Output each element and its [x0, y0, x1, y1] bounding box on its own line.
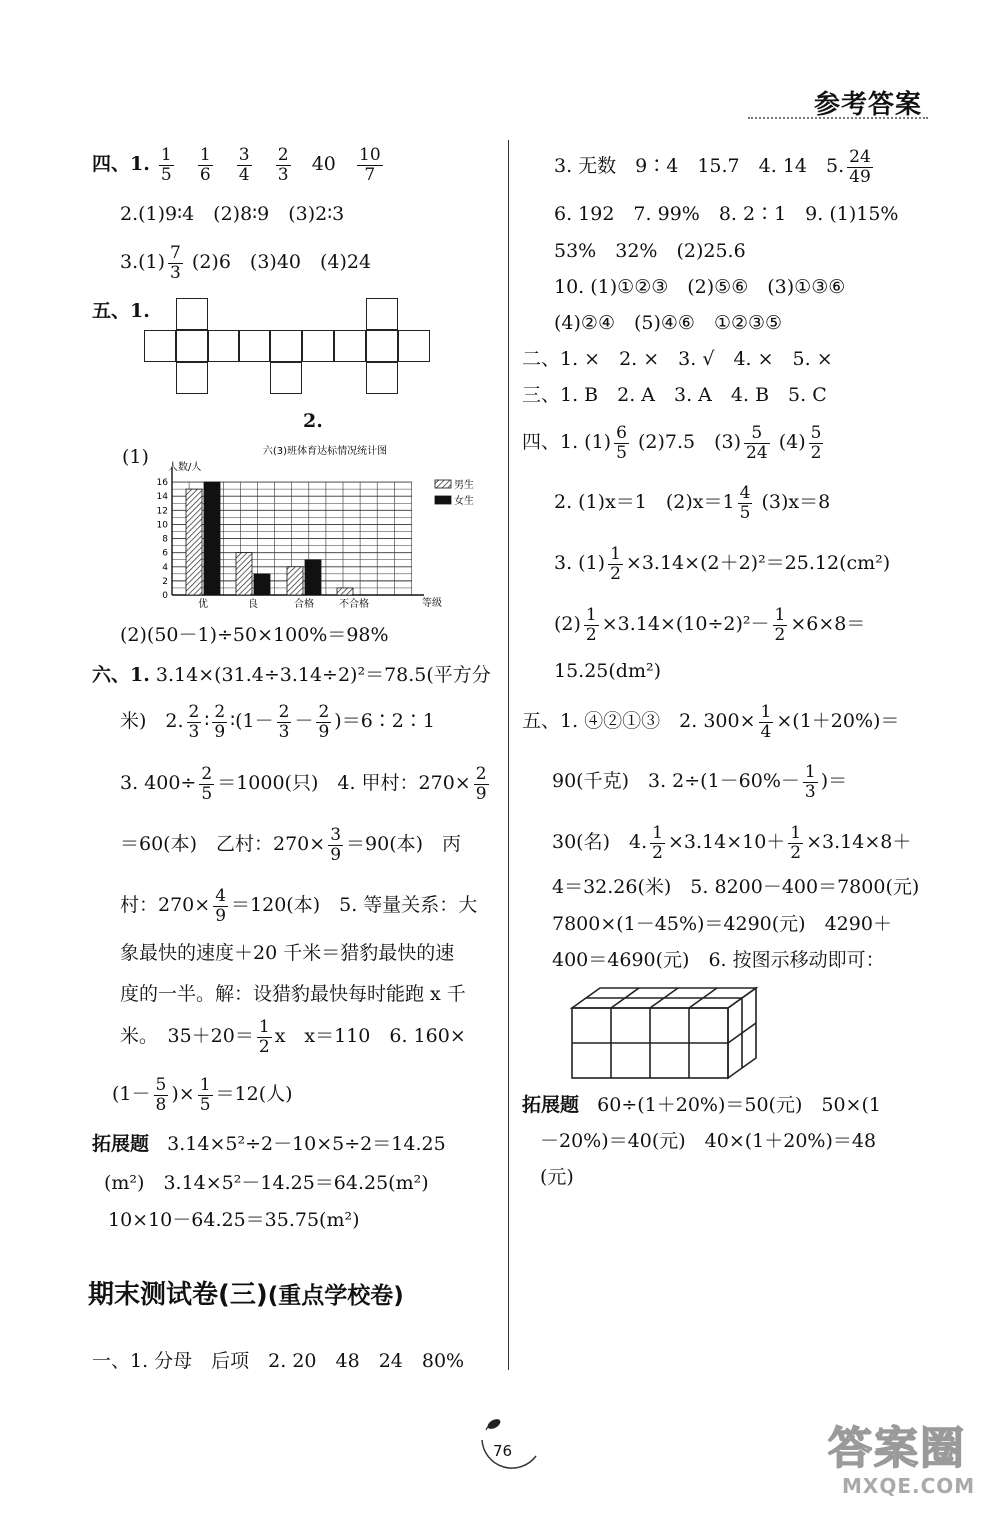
- chart-ylabel: 人数/人: [168, 462, 202, 473]
- x-tick-label: 不合格: [339, 599, 369, 610]
- answer-4-2: 2.(1)9∶4 (2)8∶9 (3)2∶3: [120, 203, 345, 225]
- bar-boys-3: [337, 588, 353, 595]
- bar-chart: [150, 440, 490, 610]
- answer-r-sec5-6: 400＝4690(元) 6. 按图示移动即可：: [552, 949, 885, 971]
- bar-girls-1: [254, 574, 270, 595]
- x-tick-label: 合格: [294, 599, 314, 610]
- extension-left-1: 拓展题 3.14×5²÷2－10×5÷2＝14.25: [92, 1133, 446, 1155]
- y-tick-label: 8: [162, 534, 168, 545]
- answer-r-sec5-1: 五、1. ④②①③ 2. 300× $\frac{1}{4}$ ×(1＋20%)＝: [522, 702, 900, 742]
- answer-6-8: 米。 35＋20＝ $\frac{1}{2}$ x x＝110 6. 160×: [120, 1017, 466, 1057]
- legend-swatch: [435, 496, 451, 504]
- answer-5-2b: (2)(50－1)÷50×100%＝98%: [120, 624, 389, 646]
- answer-4-3: 3.(1) $\frac{7}{3}$ (2)6 (3)40 (4)24: [120, 243, 372, 283]
- answer-6-6: 象最快的速度＋20 千米＝猎豹最快的速: [120, 942, 455, 964]
- answer-5-2: 2.: [303, 410, 323, 432]
- answer-6-9: (1－ $\frac{5}{8}$ )× $\frac{1}{5}$ ＝12(人): [112, 1075, 293, 1115]
- bar-boys-1: [236, 553, 252, 595]
- legend-label: 男生: [454, 480, 474, 491]
- extension-left-3: 10×10－64.25＝35.75(m²): [108, 1209, 360, 1231]
- answer-r-sec5-5b: 7800×(1－45%)＝4290(元) 4290＋: [552, 913, 892, 935]
- answer-r-sec4-3c: 15.25(dm²): [554, 660, 662, 682]
- answer-4-1: 四、1. $\frac{1}{5}$ $\frac{1}{6}$ $\frac{3}{4}$ $\frac{2}{3}$ 40 $\frac{10}{7}$: [92, 145, 381, 185]
- answer-6-5: 村：270× $\frac{4}{9}$ ＝120(本) 5. 等量关系：大: [120, 886, 478, 926]
- y-tick-label: 6: [162, 548, 168, 559]
- extension-right-2: －20%)＝40(元) 40×(1＋20%)＝48: [540, 1130, 877, 1152]
- y-tick-label: 16: [156, 478, 168, 489]
- answer-6-3: 3. 400÷ $\frac{2}{5}$ ＝1000(只) 4. 甲村：270× $\frac{2}{9}$: [120, 764, 487, 804]
- y-tick-label: 0: [162, 591, 168, 601]
- answer-r-sec4-3b: (2) $\frac{1}{2}$ ×3.14×(10÷2)²－ $\frac{1}{2}$ ×6×8＝: [554, 605, 866, 645]
- answer-6-4: ＝60(本) 乙村：270× $\frac{3}{9}$ ＝90(本) 丙: [120, 825, 462, 865]
- answer-r-10b: (4)②④ (5)④⑥ ①②③⑤: [554, 312, 783, 334]
- header-title: 参考答案: [814, 90, 923, 120]
- answer-r-sec5-3: 90(千克) 3. 2÷(1－60%－ $\frac{1}{3}$ )＝: [552, 762, 848, 802]
- y-tick-label: 12: [156, 506, 168, 517]
- legend-label: 女生: [454, 496, 474, 507]
- answer-r-sec5-5: 4＝32.26(米) 5. 8200－400＝7800(元): [552, 876, 920, 898]
- header-rule: [748, 117, 928, 119]
- x-tick-label: 良: [248, 599, 258, 610]
- answer-r-sec4-3: 3. (1) $\frac{1}{2}$ ×3.14×(2＋2)²＝25.12(cm²): [554, 544, 891, 584]
- bar-boys-0: [186, 489, 202, 595]
- answer-r-sec5-4: 30(名) 4. $\frac{1}{2}$ ×3.14×10＋ $\frac{1}{2}$ ×3.14×8＋: [552, 823, 912, 863]
- page-number: 76: [493, 1442, 513, 1460]
- chart-part-label: (1): [122, 446, 149, 468]
- answer-r-9b: 53% 32% (2)25.6: [554, 240, 746, 262]
- watermark-logo: 答案圈: [828, 1423, 966, 1474]
- chart-xlabel: 等级: [422, 598, 442, 609]
- section-title: 期末测试卷(三)(重点学校卷): [88, 1280, 404, 1310]
- cuboid-figure: [566, 982, 766, 1092]
- bar-girls-0: [204, 482, 220, 595]
- answer-6-7: 度的一半。解：设猎豹最快每时能跑 x 千: [120, 983, 466, 1005]
- y-tick-label: 4: [162, 562, 168, 573]
- answer-r-sec2: 二、1. × 2. × 3. √ 4. × 5. ×: [522, 348, 833, 370]
- chart-title: 六(3)班体育达标情况统计图: [262, 446, 388, 457]
- extension-right-3: (元): [540, 1166, 574, 1188]
- answer-r-3-5: 3. 无数 9∶4 15.7 4. 14 5. $\frac{24}{49}$: [554, 147, 871, 187]
- answer-1-1: 一、1. 分母 后项 2. 20 48 24 80%: [92, 1350, 465, 1372]
- column-divider: [508, 140, 509, 1370]
- answer-r-sec3: 三、1. B 2. A 3. A 4. B 5. C: [522, 384, 827, 406]
- watermark-url: MXQE.COM: [842, 1474, 976, 1498]
- legend-swatch: [435, 480, 451, 488]
- answer-r-sec4-1: 四、1. (1) $\frac{6}{5}$ (2)7.5 (3) $\frac{5}{24}$ (4) $\frac{5}{2}$: [522, 423, 822, 463]
- answer-r-sec4-2: 2. (1)x＝1 (2)x＝1 $\frac{4}{5}$ (3)x＝8: [554, 483, 831, 523]
- y-tick-label: 10: [156, 520, 168, 531]
- answer-6-1a-text: 3.14×(31.4÷3.14÷2)²＝78.5(平方分: [149, 664, 491, 686]
- answer-5-1: 五、1.: [92, 300, 150, 322]
- y-tick-label: 14: [156, 492, 168, 503]
- answer-6-1b: 米) 2. $\frac{2}{3}$ ∶ $\frac{2}{9}$ ∶(1－ $\frac{2}{3}$ － $\frac{2}{9}$ )＝6∶2∶1: [120, 702, 435, 742]
- y-tick-label: 2: [162, 576, 168, 587]
- extension-right-1: 拓展题 60÷(1＋20%)＝50(元) 50×(1: [522, 1094, 881, 1116]
- answer-r-6-9: 6. 192 7. 99% 8. 2∶1 9. (1)15%: [554, 203, 899, 225]
- answer-r-10: 10. (1)①②③ (2)⑤⑥ (3)①③⑥: [554, 276, 846, 298]
- extension-left-2: (m²) 3.14×5²－14.25＝64.25(m²): [104, 1172, 429, 1194]
- answer-6-1a: 六、1. 3.14×(31.4÷3.14÷2)²＝78.5(平方分: [92, 664, 491, 686]
- bar-girls-2: [305, 560, 321, 595]
- x-tick-label: 优: [198, 599, 208, 610]
- bar-boys-2: [287, 567, 303, 595]
